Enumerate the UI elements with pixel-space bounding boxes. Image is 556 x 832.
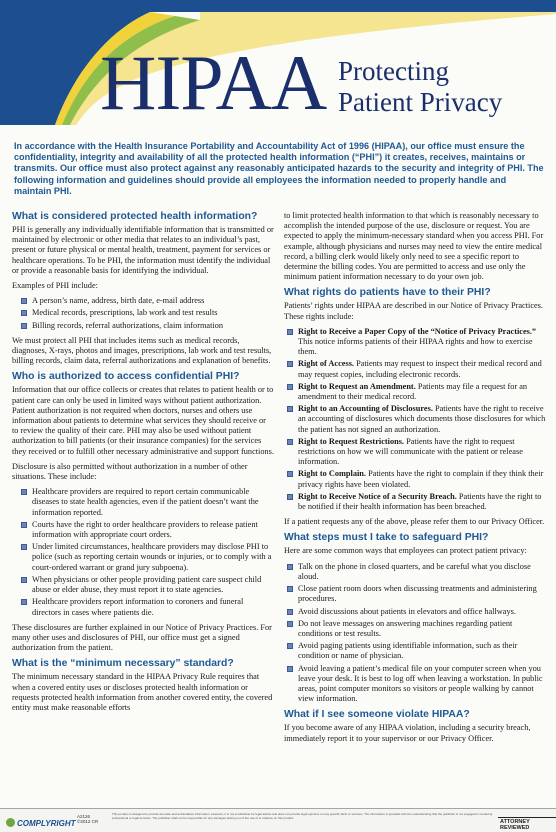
phi-examples-list <box>12 296 274 331</box>
list-item: When physicians or other people providing patient care suspect child abuse or elder abuse, they must report it to state agencies. <box>18 575 274 595</box>
square-bullet-icon <box>21 544 27 550</box>
disclosure-list <box>12 487 274 617</box>
list-item: Right to Request an Amendment. Patients may file a request for an amendment to their medical record. <box>284 382 546 402</box>
logo-swirl-icon <box>6 818 15 827</box>
square-bullet-icon <box>287 384 293 390</box>
list-item: Right to Receive a Paper Copy of the “Notice of Privacy Practices.” This notice informs patients of their HIPAA rights and how to exercise them. <box>284 327 546 358</box>
list-item: Close patient room doors when discussing treatments and administering procedures. <box>284 584 546 604</box>
square-bullet-icon <box>21 323 27 329</box>
list-item: Avoid paging patients using identifiable information, such as their condition or name of physician. <box>284 641 546 661</box>
attorney-reviewed-badge: ATTORNEY REVIEWED <box>498 817 556 832</box>
square-bullet-icon <box>287 586 293 592</box>
square-bullet-icon <box>287 361 293 367</box>
list-item: Healthcare providers report information to coroners and funeral directors in cases where patients die. <box>18 597 274 617</box>
list-item: Right of Access. Patients may request to inspect their medical record and may request copies, including electronic records. <box>284 359 546 379</box>
section-text: Disclosure is also permitted without authorization in a number of other situations. These include: <box>12 461 248 482</box>
list-item: Avoid discussions about patients in elevators and office hallways. <box>284 607 546 617</box>
list-item: Right to an Accounting of Disclosures. Patients have the right to receive an accounting of disclosures which documents those disclosures for which the patient has not signed an authorization. <box>284 404 546 435</box>
list-item: A person’s name, address, birth date, e-mail address <box>18 296 274 306</box>
right-column <box>284 211 546 749</box>
section-heading-violation: What if I see someone violate HIPAA? <box>284 709 470 721</box>
section-text: We must protect all PHI that includes items such as medical records, diagnoses, X-rays, photos and images, prescriptions, lab work and test results, billing records, claim data, referral authorizations and explanation of benefits. <box>12 335 272 366</box>
legal-fine-print: This product is designed to provide accurate and authoritative information. However, it is not a substitute for legal advice and does not provide legal opinions on any specific facts or services. The information is provided with the understanding that the publisher is not engaged in rendering professional or legal services. The publisher shall not be responsible for any damages arising out of the use of or reliance on this product. <box>112 812 493 820</box>
square-bullet-icon <box>287 406 293 412</box>
poster-subtitle <box>338 56 502 118</box>
list-item: Right to Complain. Patients have the right to complain if they think their privacy rights have been violated. <box>284 469 546 489</box>
footer <box>0 808 556 832</box>
list-item: Billing records, referral authorizations, claim information <box>18 321 274 331</box>
list-item: Right to Receive Notice of a Security Breach. Patients have the right to be notified if their health information has been breached. <box>284 492 546 512</box>
section-heading-safeguard: What steps must I take to safeguard PHI? <box>284 532 489 544</box>
complyright-logo: COMPLYRIGHT <box>6 818 76 828</box>
list-item: Medical records, prescriptions, lab work and test results <box>18 308 274 318</box>
subtitle-line-2: Patient Privacy <box>338 87 503 117</box>
square-bullet-icon <box>287 621 293 627</box>
square-bullet-icon <box>287 471 293 477</box>
square-bullet-icon <box>287 643 293 649</box>
square-bullet-icon <box>21 599 27 605</box>
square-bullet-icon <box>21 577 27 583</box>
square-bullet-icon <box>21 522 27 528</box>
section-text: The minimum necessary standard in the HIPAA Privacy Rule requires that when a covered entity uses or discloses protected health information or requests protected health information from another covered entity, the covered entity must make reasonable efforts <box>12 672 273 712</box>
intro-paragraph: In accordance with the Health Insurance Portability and Accountability Act of 1996 (HIPAA), our office must ensure the confidentiality, integrity and availability of all the protected health information (“PHI”) it creates, receives, maintains or transmits. Our office must also protect against any reasonably anticipated hazards to the security and integrity of PHI. The following information and guidelines should provide all employees the information needed to properly handle and maintain PHI. <box>14 141 544 196</box>
square-bullet-icon <box>287 329 293 335</box>
left-column <box>12 211 274 718</box>
list-item: Healthcare providers are required to report certain communicable diseases to state health agencies, even if the patient doesn’t want the information reported. <box>18 487 274 518</box>
section-text: Examples of PHI include: <box>12 281 98 291</box>
section-text: Patients’ rights under HIPAA are described in our Notice of Privacy Practices. These rights include: <box>284 301 543 321</box>
square-bullet-icon <box>287 609 293 615</box>
square-bullet-icon <box>287 494 293 500</box>
square-bullet-icon <box>287 564 293 570</box>
list-item: Avoid leaving a patient’s medical file on your computer screen when you leave your desk. It is best to log off when leaving a workstation. In public areas, point computer monitors so visitors or people walking by cannot view information. <box>284 664 546 705</box>
list-item: Right to Request Restrictions. Patients have the right to request restrictions on how we will communicate with the patient or release information. <box>284 437 546 468</box>
subtitle-line-1: Protecting <box>338 56 449 86</box>
square-bullet-icon <box>21 489 27 495</box>
list-item: Under limited circumstances, healthcare providers may disclose PHI to police (such as reporting certain wounds or injuries, or to comply with a court-ordered warrant or grand jury subpoena). <box>18 542 274 573</box>
patient-rights-list <box>284 327 546 512</box>
section-heading-access: Who is authorized to access confidential PHI? <box>12 371 240 383</box>
section-text: If a patient requests any of the above, please refer them to our Privacy Officer. <box>284 517 545 527</box>
square-bullet-icon <box>21 298 27 304</box>
section-text: PHI is generally any individually identifiable information that is transmitted or maintained by electronic or other media that relates to an individual’s past, present or future physical or mental health, treatment, payment for services or healthcare operations. To be PHI, the information must identify the individual or provide a reasonable basis for identifying the individual. <box>12 225 274 275</box>
safeguard-list <box>284 562 546 705</box>
section-text: If you become aware of any HIPAA violation, including a security breach, immediately report it to your supervisor or our Privacy Officer. <box>284 723 531 743</box>
list-item: Talk on the phone in closed quarters, and be careful what you disclose aloud. <box>284 562 546 582</box>
section-text: These disclosures are further explained in our Notice of Privacy Practices. For many other uses and disclosures of PHI, our office must get a signed authorization from the patient. <box>12 622 272 653</box>
product-code: A2126 ©2012 CR <box>77 814 99 824</box>
square-bullet-icon <box>21 310 27 316</box>
section-text: Here are some common ways that employees can protect patient privacy: <box>284 546 527 556</box>
poster-title: HIPAA <box>100 39 327 126</box>
section-text: Information that our office collects or creates that relates to patient health or to patient care can only be used in limited ways without patient authorization. Patient authorization is not required when doctors, nurses and others use information about patients to determine what services they should receive or to review the quality of their care. PHI may also be used without patient authorization to bill patients (or their insurance companies) for the services they received or to fulfill other necessary administrative and support functions. <box>12 385 274 456</box>
section-heading-rights: What rights do patients have to their PHI? <box>284 287 491 299</box>
square-bullet-icon <box>287 666 293 672</box>
list-item: Courts have the right to order healthcare providers to release patient information with appropriate court orders. <box>18 520 274 540</box>
section-text-continued: to limit protected health information to that which is reasonably necessary to accomplish the intended purpose of the use, disclosure or request. You are expected to apply the minimum-necessary standard when you access PHI. For example, although physicians and nurses may need to view the entire medical record, a billing clerk would likely only need to see a specific report to determine the billing codes. You are permitted to access and use only the minimum patient information necessary to do your own job. <box>284 211 544 282</box>
section-heading-minimum-necessary: What is the “minimum necessary” standard? <box>12 658 234 670</box>
section-heading-phi: What is considered protected health information? <box>12 211 258 222</box>
square-bullet-icon <box>287 439 293 445</box>
list-item: Do not leave messages on answering machines regarding patient conditions or test results. <box>284 619 546 639</box>
